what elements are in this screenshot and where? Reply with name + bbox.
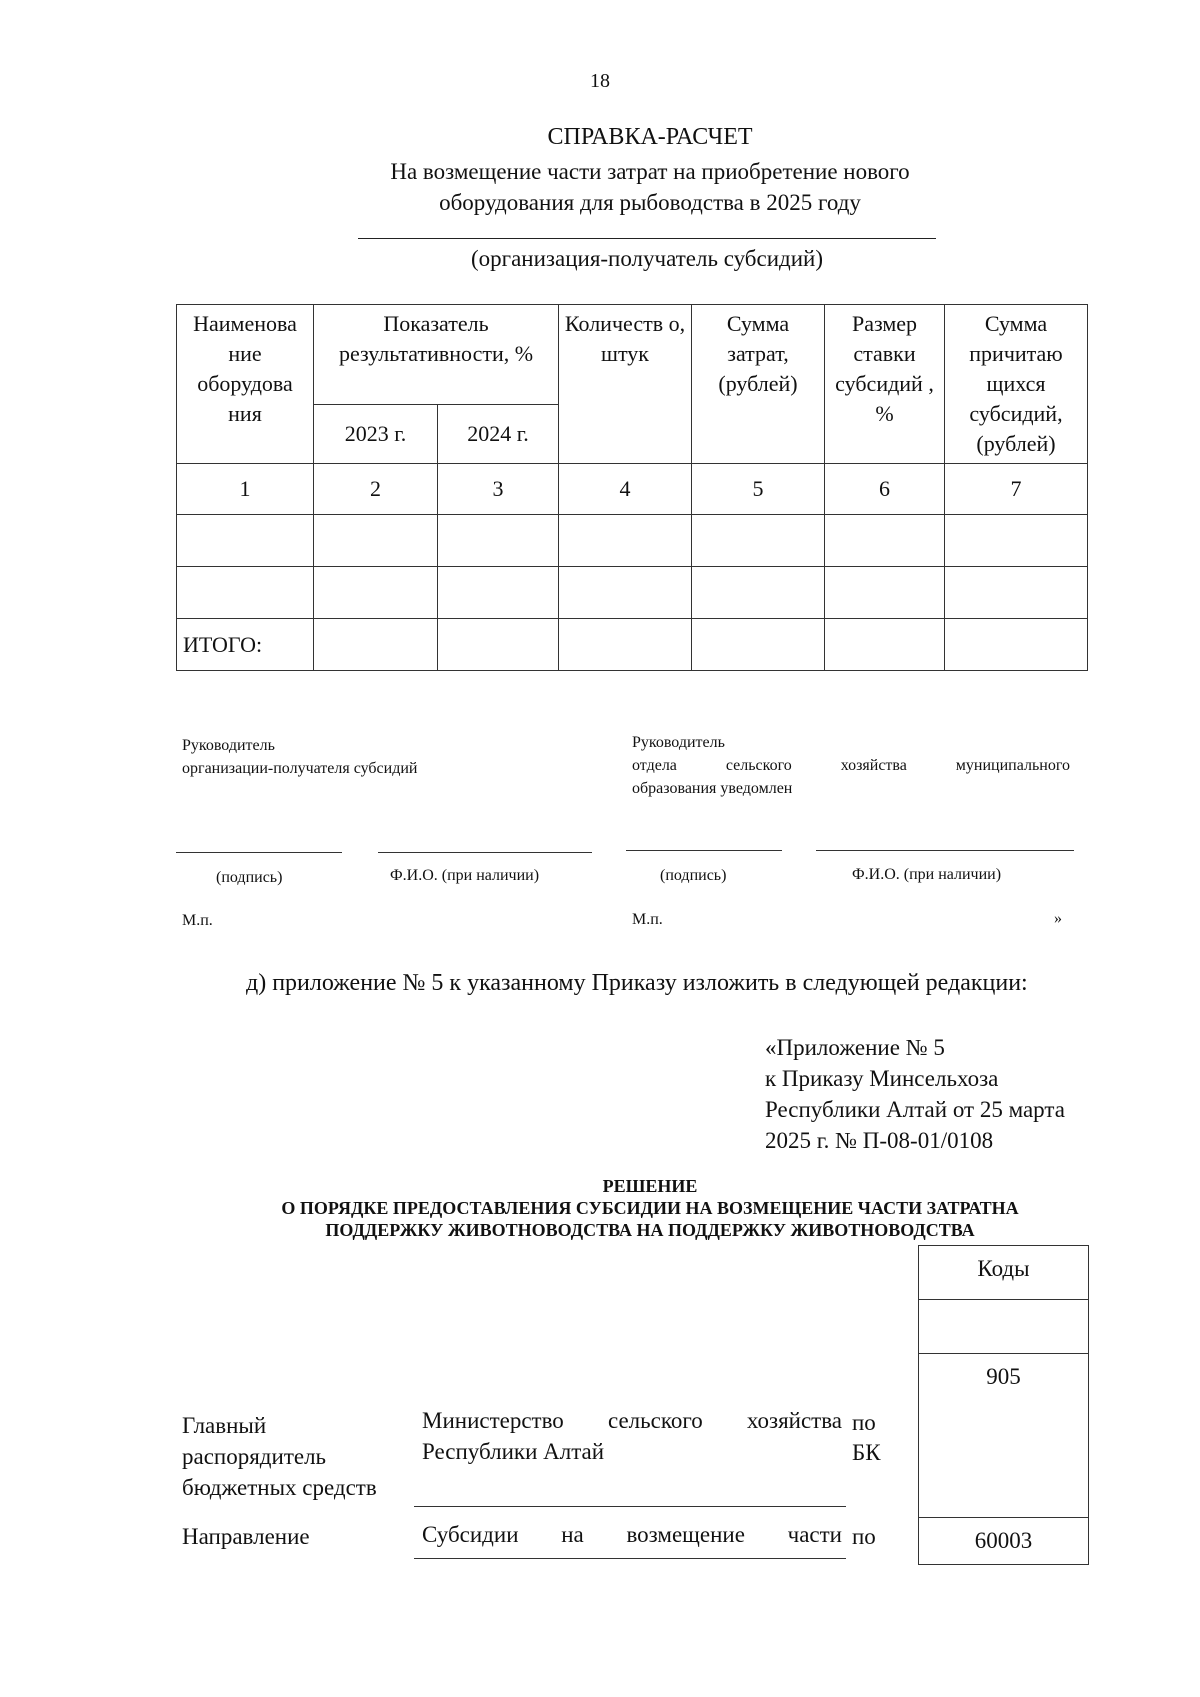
signature-caption: (подпись) xyxy=(660,867,727,884)
signature-line xyxy=(626,850,782,851)
appendix-header xyxy=(765,1032,1065,1156)
right-signatory-title: Руководитель xyxy=(632,734,725,751)
table-cell xyxy=(945,515,1088,567)
org-name-line xyxy=(358,238,936,239)
direction-underline xyxy=(414,1558,846,1559)
table-cell xyxy=(692,567,825,619)
total-row xyxy=(177,619,1088,671)
closing-quote: » xyxy=(1054,910,1062,927)
header-subsidy-amount: Сумма причитаю щихся субсидий, (рублей) xyxy=(945,305,1088,464)
stamp-label: М.п. xyxy=(632,911,663,928)
org-caption: (организация-получатель субсидий) xyxy=(470,246,823,271)
table-cell xyxy=(945,567,1088,619)
subtitle-line-1: На возмещение части затрат на приобретение нового xyxy=(390,159,910,184)
header-year-2023: 2023 г. xyxy=(314,404,438,463)
direction-value: Субсидии на возмещение части xyxy=(422,1522,842,1547)
table-cell xyxy=(825,567,945,619)
table-row xyxy=(177,515,1088,567)
table-cell xyxy=(314,619,438,671)
appendix-line-4: 2025 г. № П-08-01/0108 xyxy=(765,1128,994,1153)
manager-underline xyxy=(414,1506,846,1507)
table-cell xyxy=(314,567,438,619)
table-cell xyxy=(692,515,825,567)
bk-label: БК xyxy=(852,1440,881,1465)
table-cell xyxy=(177,515,314,567)
fio-line xyxy=(378,852,592,853)
appendix-line-3: Республики Алтай от 25 марта xyxy=(765,1097,1065,1122)
table-cell xyxy=(438,567,559,619)
calculation-table xyxy=(176,304,1088,671)
code-60003: 60003 xyxy=(919,1518,1089,1565)
budget-manager-label-2: распорядитель xyxy=(182,1444,327,1469)
po-label-2: по xyxy=(852,1524,876,1549)
direction-label: Направление xyxy=(182,1524,310,1549)
left-signatory-subtitle: организации-получателя субсидий xyxy=(182,760,418,777)
form-title: СПРАВКА-РАСЧЕТ xyxy=(547,124,753,150)
table-cell xyxy=(559,619,692,671)
left-signatory xyxy=(182,734,417,780)
column-number: 2 xyxy=(314,464,438,515)
fio-caption: Ф.И.О. (при наличии) xyxy=(390,867,540,884)
decision-title: РЕШЕНИЕ xyxy=(602,1176,698,1196)
decision-line-2: ПОДДЕРЖКУ ЖИВОТНОВОДСТВА НА ПОДДЕРЖКУ ЖИВОТНОВОДСТВА xyxy=(325,1220,975,1240)
codes-table xyxy=(918,1245,1089,1565)
header-performance-indicator: Показатель результативности, % xyxy=(314,305,559,405)
budget-manager-label-3: бюджетных средств xyxy=(182,1475,377,1500)
total-label: ИТОГО: xyxy=(177,619,314,671)
table-header-row xyxy=(177,305,1088,405)
budget-manager-value-2: Республики Алтай xyxy=(422,1439,605,1464)
table-cell xyxy=(825,619,945,671)
column-number: 3 xyxy=(438,464,559,515)
right-signatory-subtitle-2: образования уведомлен xyxy=(632,780,793,797)
amendment-paragraph: д) приложение № 5 к указанному Приказу изложить в следующей редакции: xyxy=(246,970,1028,996)
header-subsidy-rate: Размер ставки субсидий , % xyxy=(825,305,945,464)
subtitle-line-2: оборудования для рыбоводства в 2025 году xyxy=(439,190,861,215)
budget-manager-label xyxy=(182,1410,377,1503)
budget-manager-value-1: Министерство сельского хозяйства xyxy=(422,1408,842,1433)
fio-line xyxy=(816,850,1074,851)
appendix-line-2: к Приказу Минсельхоза xyxy=(765,1066,999,1091)
table-cell xyxy=(692,619,825,671)
table-cell xyxy=(559,567,692,619)
table-cell xyxy=(177,567,314,619)
codes-header: Коды xyxy=(919,1246,1089,1300)
header-costs: Сумма затрат, (рублей) xyxy=(692,305,825,464)
column-number: 7 xyxy=(945,464,1088,515)
column-numbers-row xyxy=(177,464,1088,515)
decision-line-1: О ПОРЯДКЕ ПРЕДОСТАВЛЕНИЯ СУБСИДИИ НА ВОЗМЕЩЕНИЕ ЧАСТИ ЗАТРАТНА xyxy=(281,1198,1019,1218)
table-row xyxy=(177,567,1088,619)
right-signatory-subtitle-1: отдела сельского хозяйства муниципального xyxy=(632,757,1070,774)
signature-caption: (подпись) xyxy=(216,869,283,886)
header-quantity: Количеств о, штук xyxy=(559,305,692,464)
form-subtitle xyxy=(250,156,1050,218)
table-cell xyxy=(945,619,1088,671)
table-cell xyxy=(438,619,559,671)
code-905: 905 xyxy=(919,1354,1089,1518)
table-cell xyxy=(825,515,945,567)
table-cell xyxy=(314,515,438,567)
budget-manager-label-1: Главный xyxy=(182,1413,267,1438)
budget-manager-value xyxy=(422,1405,842,1467)
header-equipment-name: Наименова ние оборудова ния xyxy=(177,305,314,464)
column-number: 6 xyxy=(825,464,945,515)
right-signatory xyxy=(632,731,1070,800)
signature-line xyxy=(176,852,342,853)
appendix-line-1: «Приложение № 5 xyxy=(765,1035,945,1060)
page-number: 18 xyxy=(590,70,610,92)
table-cell xyxy=(438,515,559,567)
po-label: по xyxy=(852,1410,876,1435)
column-number: 1 xyxy=(177,464,314,515)
decision-heading xyxy=(0,1175,1200,1241)
table-cell xyxy=(559,515,692,567)
column-number: 4 xyxy=(559,464,692,515)
fio-caption: Ф.И.О. (при наличии) xyxy=(852,866,1002,883)
codes-cell xyxy=(919,1300,1089,1354)
column-number: 5 xyxy=(692,464,825,515)
stamp-label: М.п. xyxy=(182,912,213,929)
header-year-2024: 2024 г. xyxy=(438,404,559,463)
left-signatory-title: Руководитель xyxy=(182,737,275,754)
